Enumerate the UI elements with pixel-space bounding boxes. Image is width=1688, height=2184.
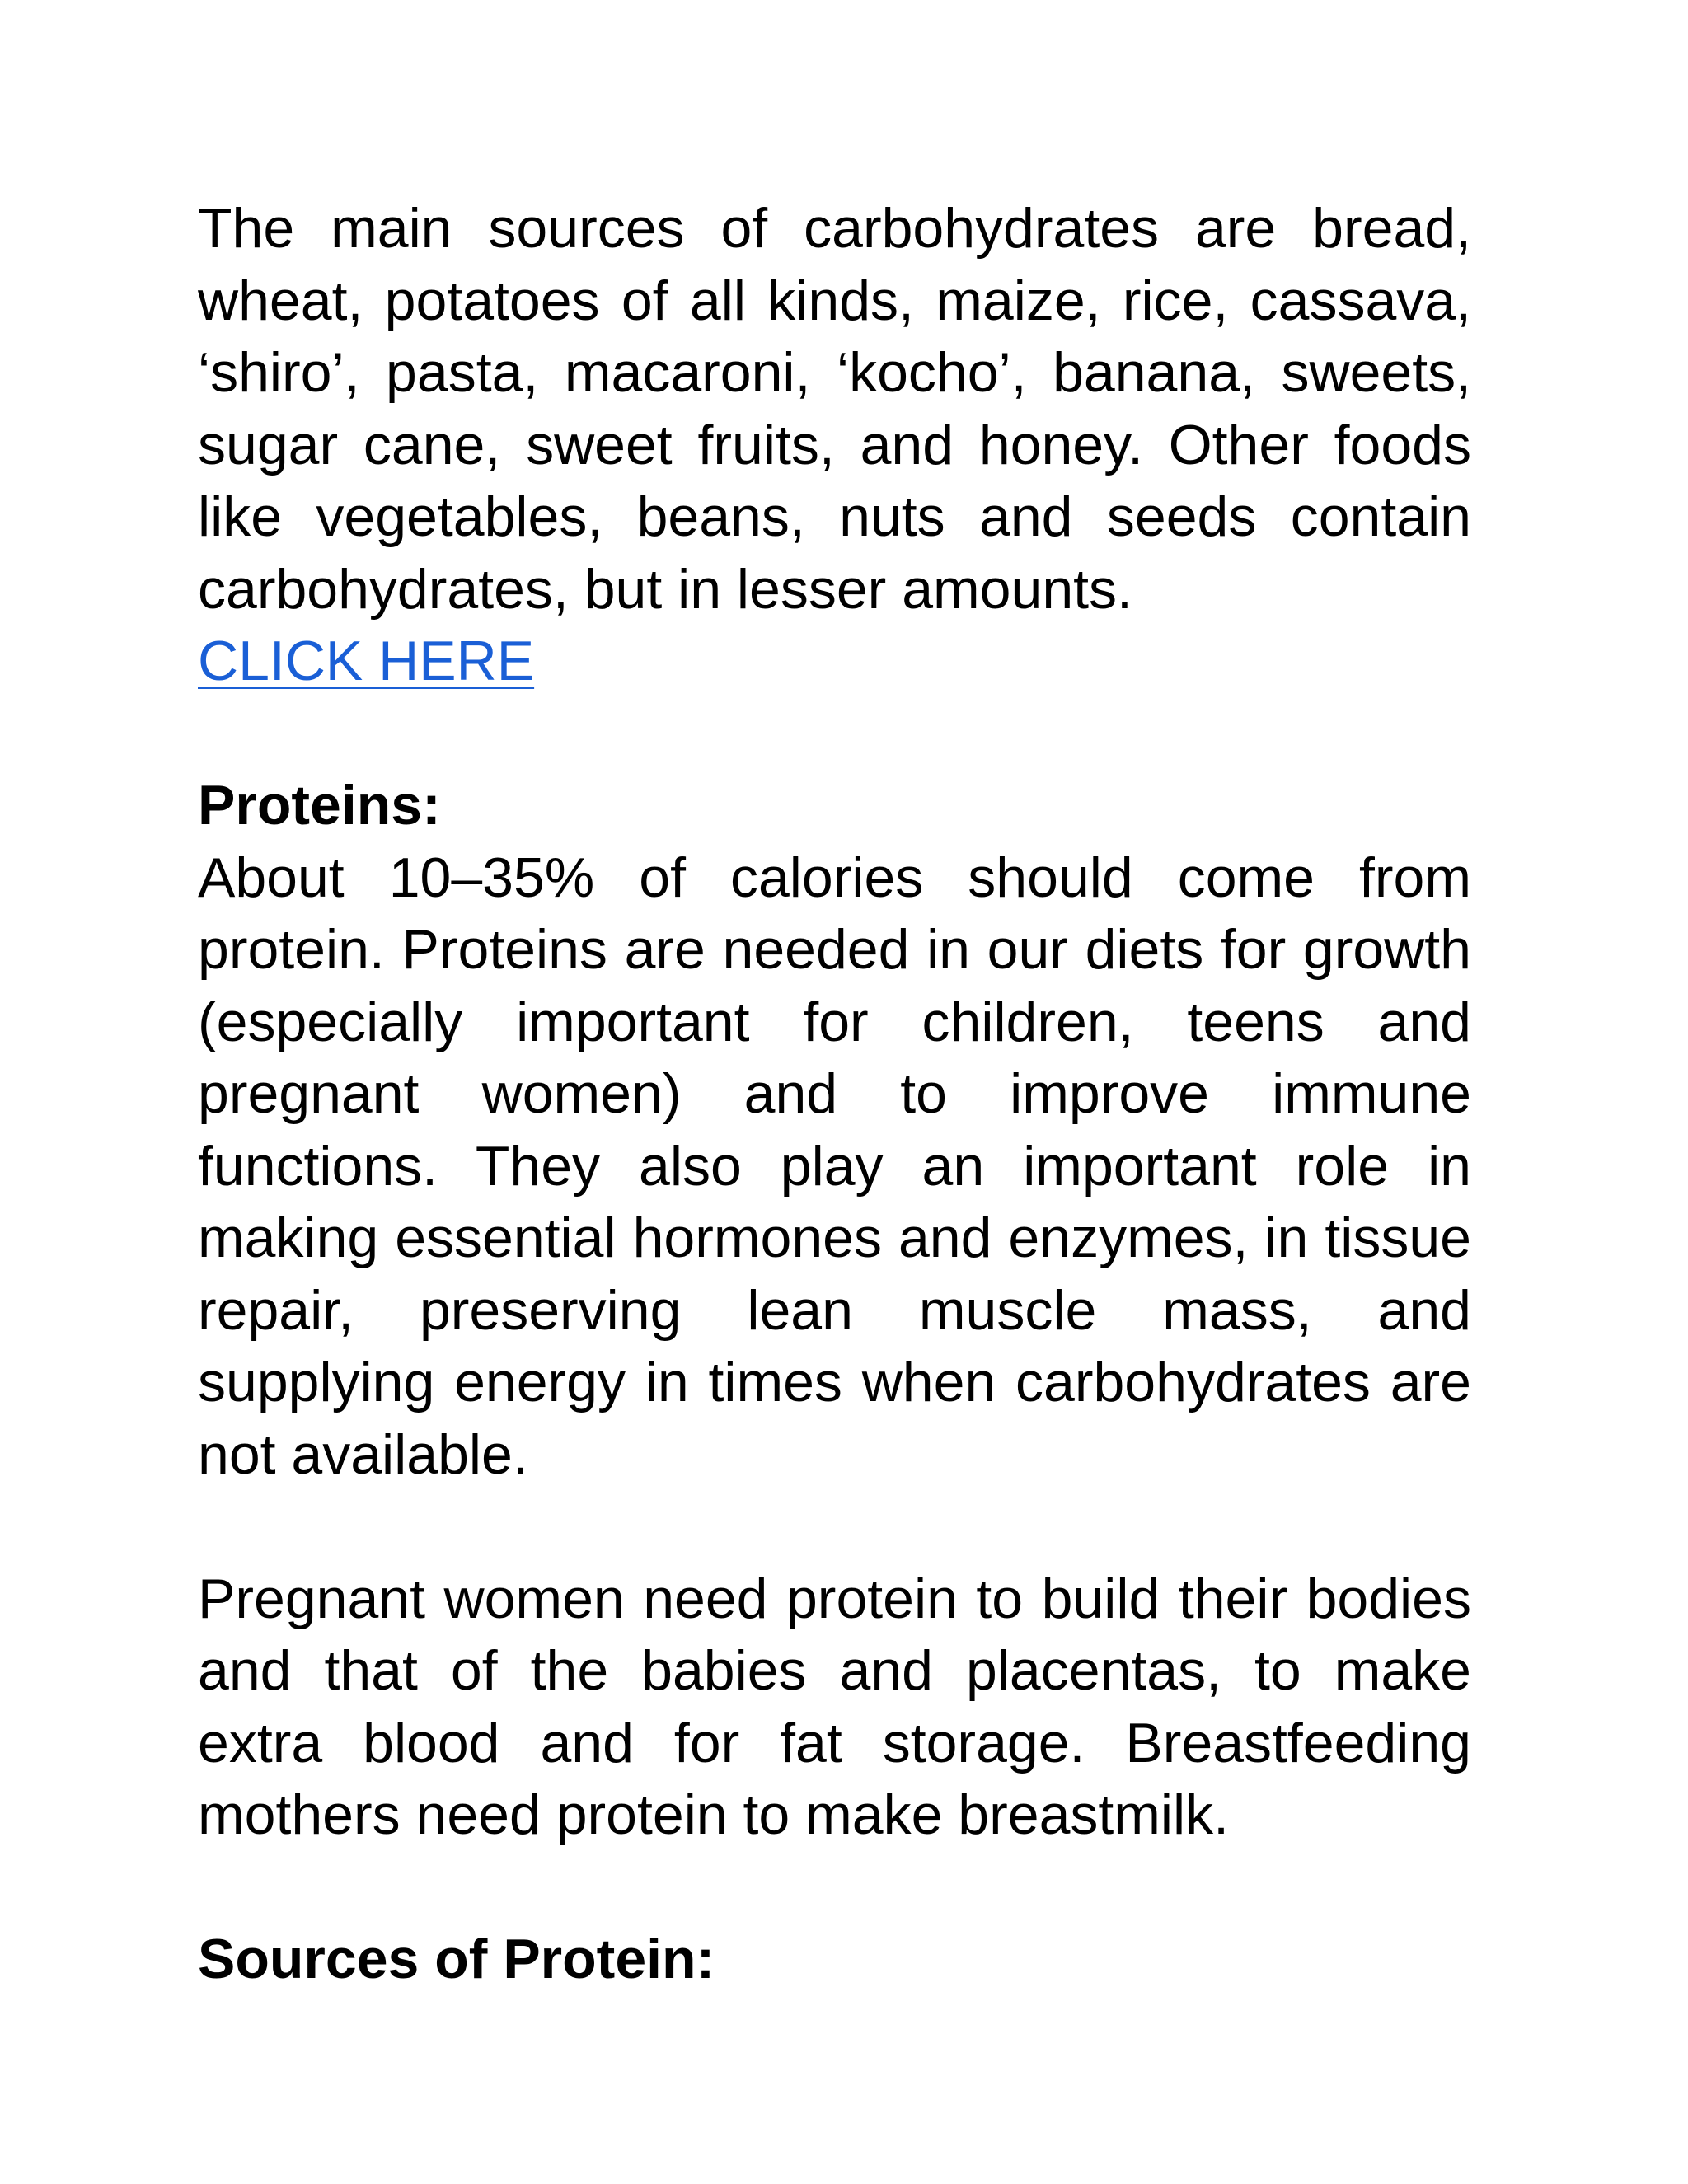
sources-of-protein-heading: Sources of Protein:: [198, 1928, 715, 1990]
document-page: [198, 193, 1471, 1996]
carbohydrate-sources-paragraph: The main sources of carbohydrates are bread, wheat, potatoes of all kinds, maize, rice, cassava, ‘shiro’, pasta, macaroni, ‘kocho’, banana, sweets, sugar cane, sweet fruits, and honey. Other foods like vegetables, beans, nuts and seeds contain carbohydrates, but in lesser amounts.: [198, 197, 1471, 621]
pregnant-women-paragraph: Pregnant women need protein to build their bodies and that of the babies and placentas, to make extra blood and for fat storage. Breastfeeding mothers need protein to make breastmilk.: [198, 1567, 1471, 1846]
proteins-paragraph: About 10–35% of calories should come from protein. Proteins are needed in our diets for growth (especially important for children, teens and pregnant women) and to improve immune functions. They also play an important role in making essential hormones and enzymes, in tissue repair, preserving lean muscle mass, and supplying energy in times when carbohydrates are not available.: [198, 846, 1471, 1486]
spacer: [198, 1491, 1471, 1563]
click-here-link[interactable]: CLICK HERE: [198, 630, 535, 692]
spacer: [198, 1852, 1471, 1924]
proteins-heading: Proteins:: [198, 774, 441, 837]
spacer: [198, 698, 1471, 771]
